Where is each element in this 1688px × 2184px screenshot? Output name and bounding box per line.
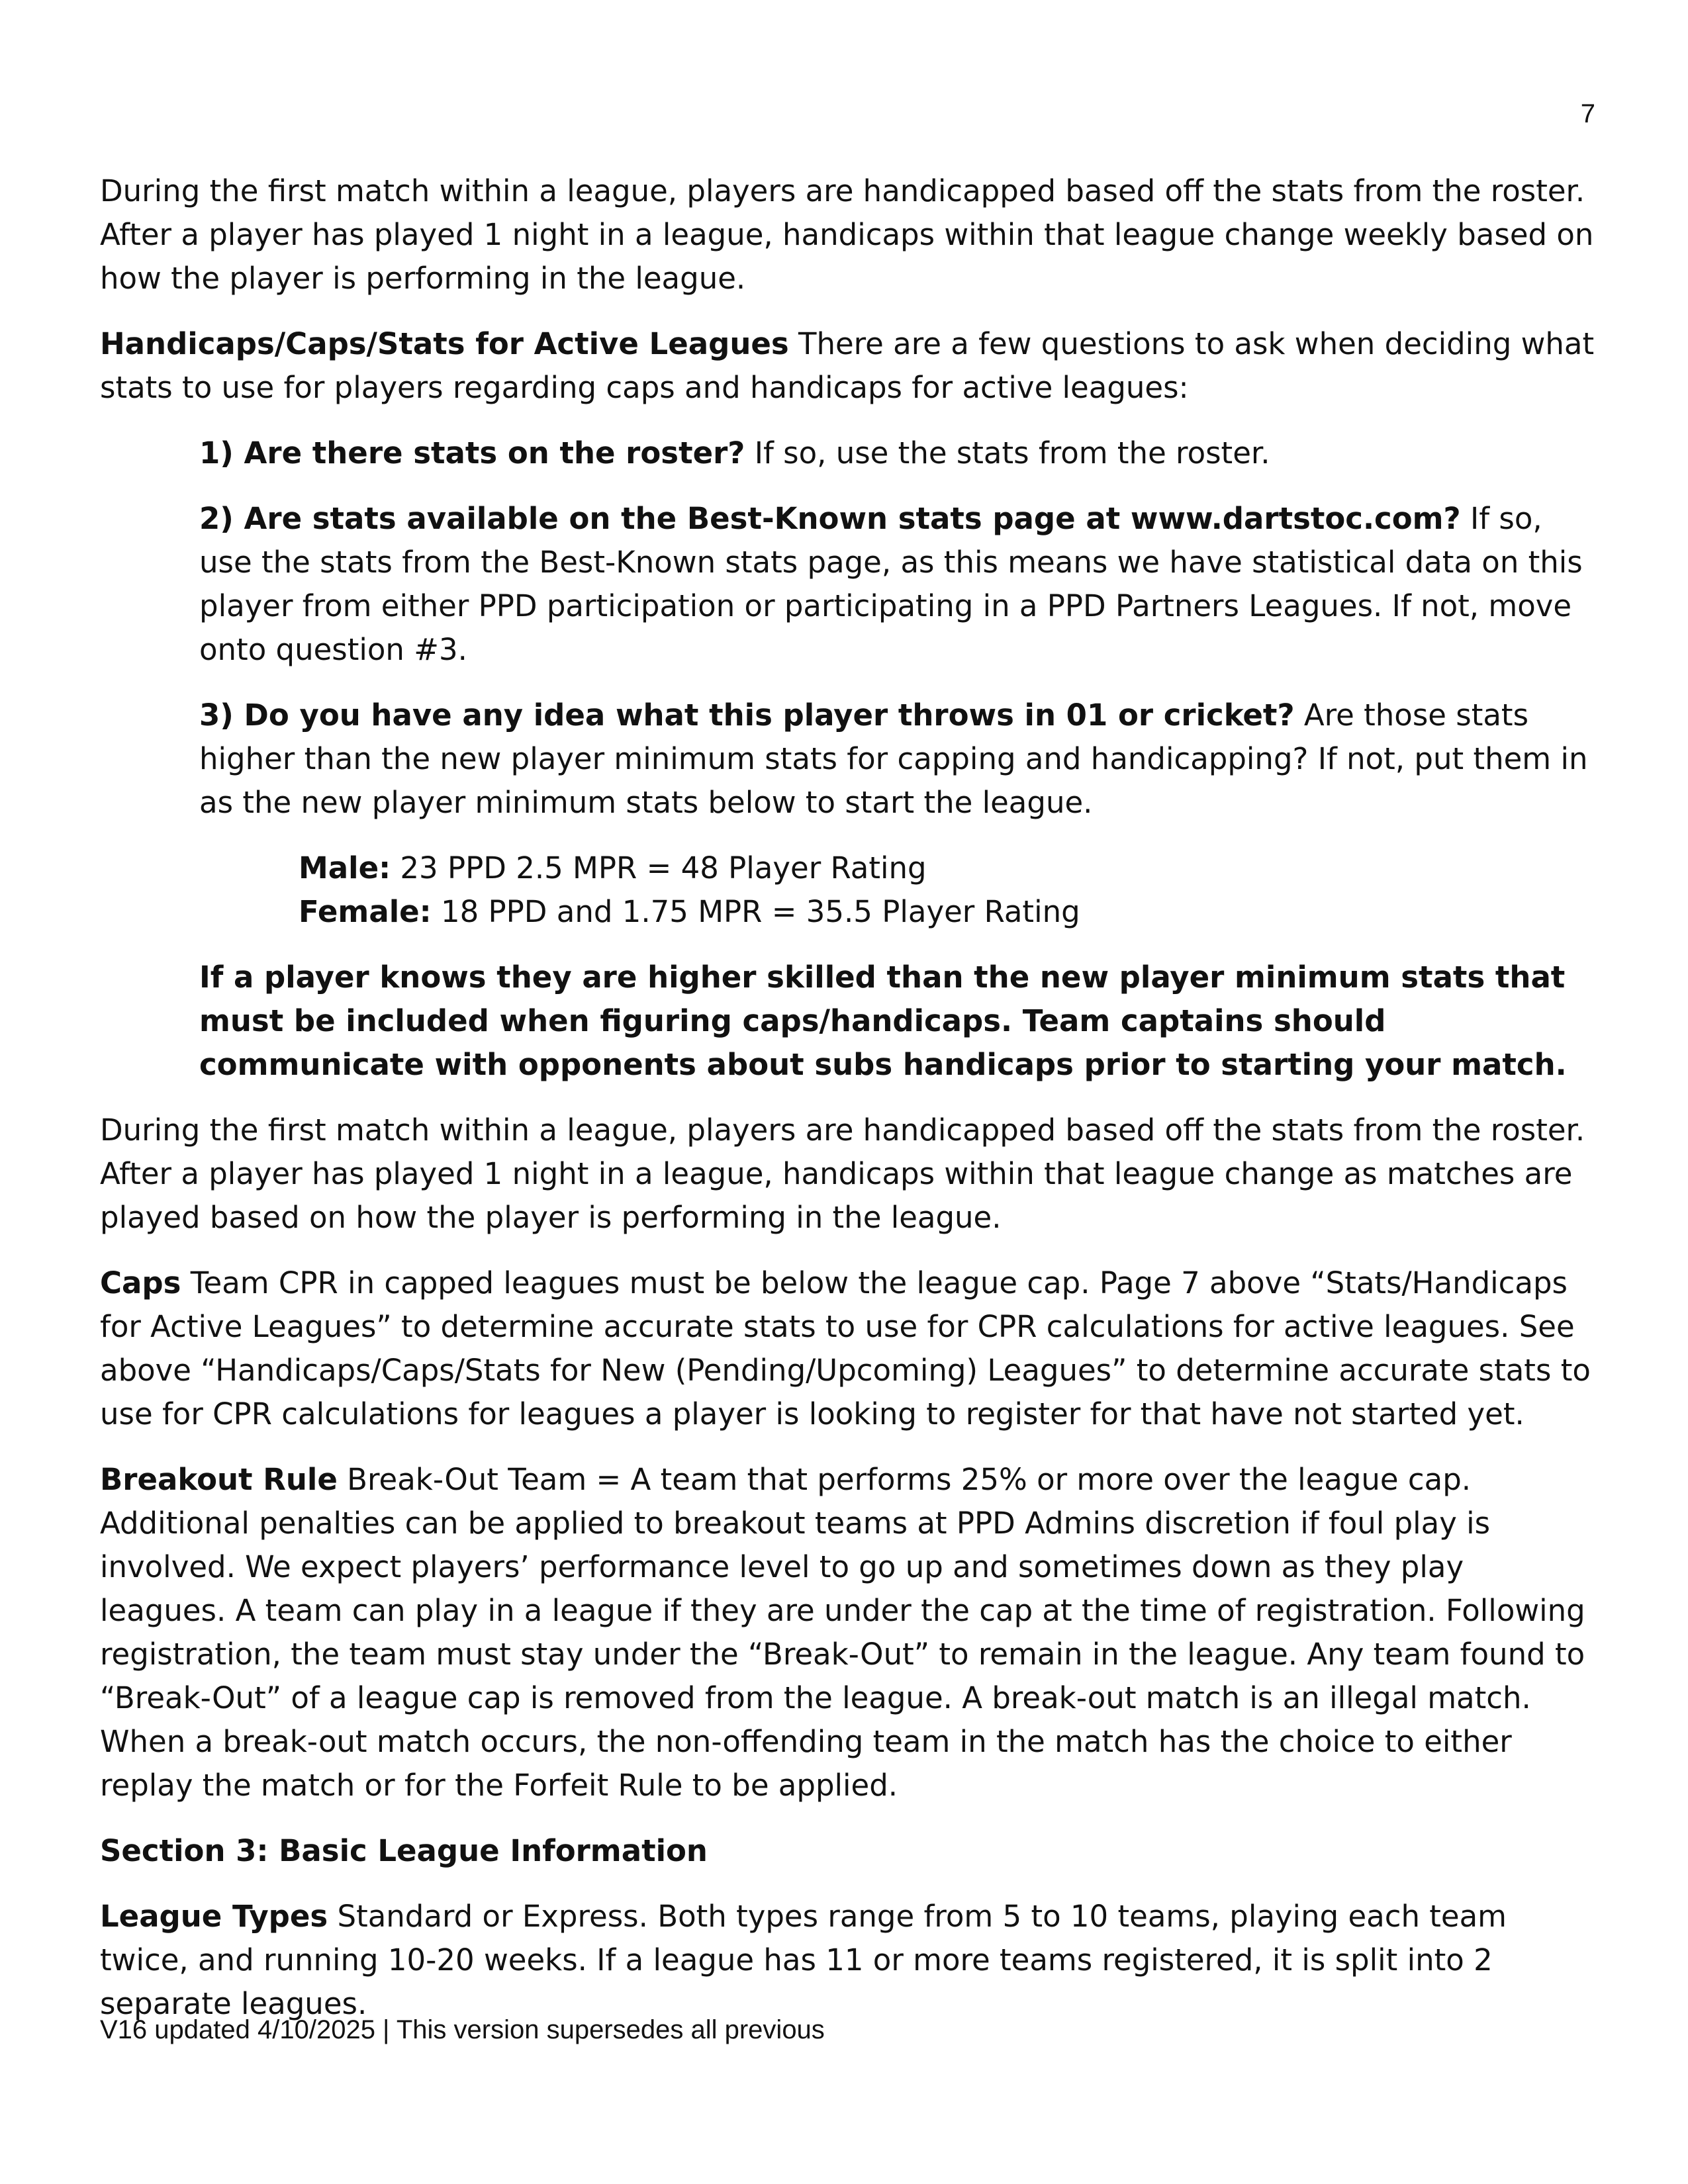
footer-version: V16 updated 4/10/2025 | This version supersedes all previous [100, 2015, 825, 2044]
league-types-heading: League Types [100, 1899, 328, 1934]
paragraph-league-types [100, 1895, 1596, 2026]
paragraph-first-match: During the first match within a league, players are handicapped based off the stats from the roster. After a player has played 1 night in a league, handicaps within that league change weekly based on how the player is performing in the league. [100, 173, 1594, 296]
text-active-leagues: There are a few questions to ask when deciding what stats to use for players regarding caps and handicaps for active leagues: [100, 326, 1595, 405]
question-3-head: 3) Do you have any idea what this player throws in 01 or cricket? [199, 698, 1295, 733]
female-stats [299, 890, 1596, 934]
male-label: Male: [299, 850, 391, 886]
female-label: Female: [299, 894, 432, 929]
question-2 [100, 497, 1596, 672]
section-3-heading: Section 3: Basic League Information [100, 1833, 708, 1868]
female-value: 18 PPD and 1.75 MPR = 35.5 Player Rating [431, 894, 1080, 929]
question-1-head: 1) Are there stats on the roster? [199, 435, 745, 471]
page-number: 7 [1580, 99, 1595, 128]
caps-text: Team CPR in capped leagues must be below the league cap. Page 7 above “Stats/Handicaps for Active Leagues” to determine accurate stats to use for CPR calculations for active leagues. See above “Handicaps/Caps/Stats for New (Pending/Upcoming) Leagues” to determine accurate stats to use for CPR calculations for leagues a player is looking to register for that have not started yet. [100, 1265, 1591, 1432]
question-2-head: 2) Are stats available on the Best-Known stats page at www.dartstoc.com? [199, 501, 1461, 536]
question-1 [100, 432, 1596, 475]
document-body [100, 169, 1596, 2048]
paragraph-caps [100, 1261, 1596, 1436]
heading-active-leagues: Handicaps/Caps/Stats for Active Leagues [100, 326, 789, 361]
breakout-text: Break-Out Team = A team that performs 25% or more over the league cap. Additional penalties can be applied to breakout teams at PPD Admins discretion if foul play is involved. We expect players’ performance level to go up and sometimes down as they play leagues. A team can play in a league if they are under the cap at the time of registration. Following registration, the team must stay under the “Break-Out” to remain in the league. Any team found to “Break-Out” of a league cap is removed from the league. A break-out match is an illegal match. When a break-out match occurs, the non-offending team in the match has the choice to either replay the match or for the Forfeit Rule to be applied. [100, 1462, 1585, 1803]
paragraph-handicap-change: During the first match within a league, players are handicapped based off the stats from the roster. After a player has played 1 night in a league, handicaps within that league change as matches are played based on how the player is performing in the league. [100, 1113, 1585, 1235]
male-value: 23 PPD 2.5 MPR = 48 Player Rating [391, 850, 927, 886]
minimum-stats [100, 846, 1596, 934]
league-types-text: Standard or Express. Both types range from 5 to 10 teams, playing each team twice, and running 10-20 weeks. If a league has 11 or more teams registered, it is split into 2 separate leagues. [100, 1899, 1507, 2021]
male-stats [299, 846, 1596, 890]
question-1-body: If so, use the stats from the roster. [745, 435, 1270, 471]
question-2-body: If so, use the stats from the Best-Known stats page, as this means we have statistical data on this player from either PPD participation or participating in a PPD Partners Leagues. If not, move onto question #3. [199, 501, 1583, 667]
question-3-body: Are those stats higher than the new player minimum stats for capping and handicapping? If not, put them in as the new player minimum stats below to start the league. [199, 698, 1588, 820]
bold-note: If a player knows they are higher skilled than the new player minimum stats that must be included when figuring caps/handicaps. Team captains should communicate with opponents about subs handicaps prior to starting your match. [199, 960, 1567, 1082]
paragraph-breakout [100, 1458, 1596, 1807]
question-3 [100, 694, 1596, 825]
breakout-heading: Breakout Rule [100, 1462, 338, 1497]
paragraph-active-leagues [100, 322, 1596, 410]
caps-heading: Caps [100, 1265, 181, 1300]
